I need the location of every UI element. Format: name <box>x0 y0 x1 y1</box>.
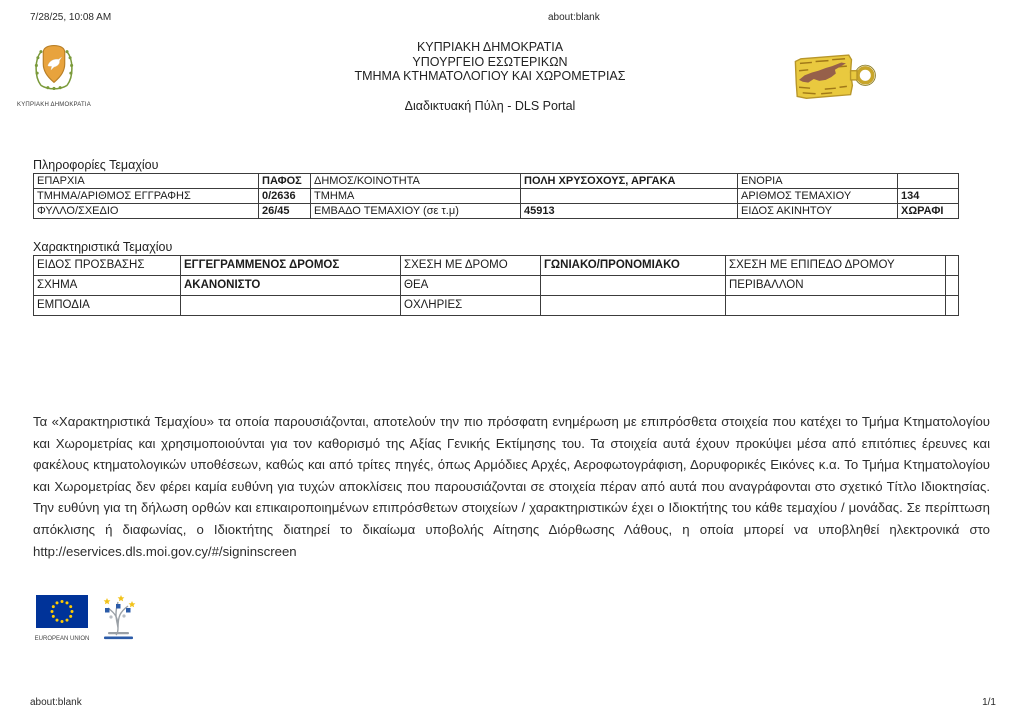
cell-label <box>726 296 946 316</box>
cell-label: ΕΜΠΟΔΙΑ <box>34 296 181 316</box>
cyprus-coat-of-arms-icon <box>31 42 77 97</box>
title-republic: ΚΥΠΡΙΑΚΗ ΔΗΜΟΚΡΑΤΙΑ <box>416 40 564 54</box>
table-row <box>34 256 959 276</box>
cell-value <box>541 296 726 316</box>
cell-label: ΕΝΟΡΙΑ <box>738 174 898 189</box>
cell-value <box>946 256 959 276</box>
table-row <box>34 204 959 219</box>
cell-value: 134 <box>898 189 959 204</box>
cell-value <box>541 276 726 296</box>
eu-flag-block <box>30 595 94 642</box>
cell-value <box>946 276 959 296</box>
table-row <box>34 189 959 204</box>
cell-label: ΕΙΔΟΣ ΑΚΙΝΗΤΟΥ <box>738 204 898 219</box>
table-row <box>34 296 959 316</box>
cell-value: ΧΩΡΑΦΙ <box>898 204 959 219</box>
cell-label: ΕΠΑΡΧΙΑ <box>34 174 259 189</box>
title-department: ΤΜΗΜΑ ΚΤΗΜΑΤΟΛΟΓΙΟΥ ΚΑΙ ΧΩΡΟΜΕΤΡΙΑΣ <box>354 69 626 83</box>
cell-label: ΔΗΜΟΣ/ΚΟΙΝΟΤΗΤΑ <box>311 174 521 189</box>
republic-emblem-block <box>12 42 96 108</box>
cell-label: ΣΧΗΜΑ <box>34 276 181 296</box>
portal-title: Διαδικτυακή Πύλη - DLS Portal <box>404 99 576 113</box>
cell-label: ΣΧΕΣΗ ΜΕ ΔΡΟΜΟ <box>401 256 541 276</box>
cell-value: ΠΑΦΟΣ <box>259 174 311 189</box>
footer-page-title: about:blank <box>30 697 82 708</box>
cell-label: ΣΧΕΣΗ ΜΕ ΕΠΙΠΕΔΟ ΔΡΟΜΟΥ <box>726 256 946 276</box>
parcel-info-table <box>33 173 959 219</box>
cell-label: ΟΧΛΗΡΙΕΣ <box>401 296 541 316</box>
government-title <box>240 40 740 84</box>
table-row <box>34 276 959 296</box>
cell-label: ΕΜΒΑΔΟ ΤΕΜΑΧΙΟΥ (σε τ.μ) <box>311 204 521 219</box>
title-ministry: ΥΠΟΥΡΓΕΙΟ ΕΣΩΤΕΡΙΚΩΝ <box>412 54 568 69</box>
cell-label: ΤΜΗΜΑ/ΑΡΙΘΜΟΣ ΕΓΓΡΑΦΗΣ <box>34 189 259 204</box>
cell-value: 26/45 <box>259 204 311 219</box>
characteristics-title: Χαρακτηριστικά Τεμαχίου <box>33 240 173 254</box>
emblem-caption: ΚΥΠΡΙΑΚΗ ΔΗΜΟΚΡΑΤΙΑ <box>17 102 91 108</box>
eu-flag-caption: EUROPEAN UNION <box>34 636 90 642</box>
cell-value <box>181 296 401 316</box>
cell-label: ΠΕΡΙΒΑΛΛΟΝ <box>726 276 946 296</box>
cell-value <box>521 189 738 204</box>
print-page-title: about:blank <box>548 12 600 23</box>
cell-label: ΕΙΔΟΣ ΠΡΟΣΒΑΣΗΣ <box>34 256 181 276</box>
cell-value <box>946 296 959 316</box>
table-row <box>34 174 959 189</box>
cell-value: 0/2636 <box>259 189 311 204</box>
cell-value: ΓΩΝΙΑΚΟ/ΠΡΟΝΟΜΙΑΚΟ <box>541 256 726 276</box>
structural-funds-logo-icon <box>94 592 142 647</box>
cell-value: ΠΟΛΗ ΧΡΥΣΟΧΟΥΣ, ΑΡΓΑΚΑ <box>521 174 738 189</box>
cell-label: ΦΥΛΛΟ/ΣΧΕΔΙΟ <box>34 204 259 219</box>
dls-key-logo-icon <box>788 50 880 113</box>
print-datetime: 7/28/25, 10:08 AM <box>30 12 112 23</box>
footer-page-number: 1/1 <box>982 697 996 708</box>
parcel-info-title: Πληροφορίες Τεμαχίου <box>33 158 159 172</box>
cell-value: 45913 <box>521 204 738 219</box>
cell-value <box>898 174 959 189</box>
cell-label: ΤΜΗΜΑ <box>311 189 521 204</box>
cell-value: ΕΓΓΕΓΡΑΜΜΕΝΟΣ ΔΡΟΜΟΣ <box>181 256 401 276</box>
cell-label: ΘΕΑ <box>401 276 541 296</box>
disclaimer-paragraph: Τα «Χαρακτηριστικά Τεμαχίου» τα οποία παρουσιάζονται, αποτελούν την πιο πρόσφατη ενημέρωση με επιπρόσθετα στοιχεία που κατέχει το Τμήμα Κτηματολογίου και Χωρομετρίας και χρησιμοποιούνται για τον καθορισμό της Αξίας Γενικής Εκτίμησης του. Τα στοιχεία αυτά έχουν προκύψει μέσα από επιτόπιες έρευνες και φακέλους κτηματολογικών υποθέσεων, καθώς και από τρίτες πηγές, όπως Αρμόδιες Αρχές, Αεροφωτογράφιση, Δορυφορικές Εικόνες κ.α. Το Τμήμα Κτηματολογίου και Χωρομετρίας δεν φέρει καμία ευθύνη για τυχών αποκλίσεις που παρουσιάζονται σε στοιχεία πέραν από αυτά που αναγράφονται στο σχετικό Τίτλο Ιδιοκτησίας. Την ευθύνη για τη δήλωση ορθών και επικαιροποιημένων επιπρόσθετων στοιχείων / χαρακτηριστικών έχει ο Ιδιοκτήτης του κάθε τεμαχίου / μονάδας. Σε περίπτωση απόκλισης ή διαφωνίας, ο Ιδιοκτήτης διατηρεί το δικαίωμα υποβολής Αίτησης Διόρθωσης Λάθους, η οποία μπορεί να υποβληθεί ηλεκτρονικά στο http://eservices.dls.moi.gov.cy/#/signinscreen <box>33 414 990 559</box>
cell-label: ΑΡΙΘΜΟΣ ΤΕΜΑΧΙΟΥ <box>738 189 898 204</box>
eu-flag-icon <box>36 595 88 633</box>
cell-value: ΑΚΑΝΟΝΙΣΤΟ <box>181 276 401 296</box>
characteristics-table <box>33 255 959 316</box>
